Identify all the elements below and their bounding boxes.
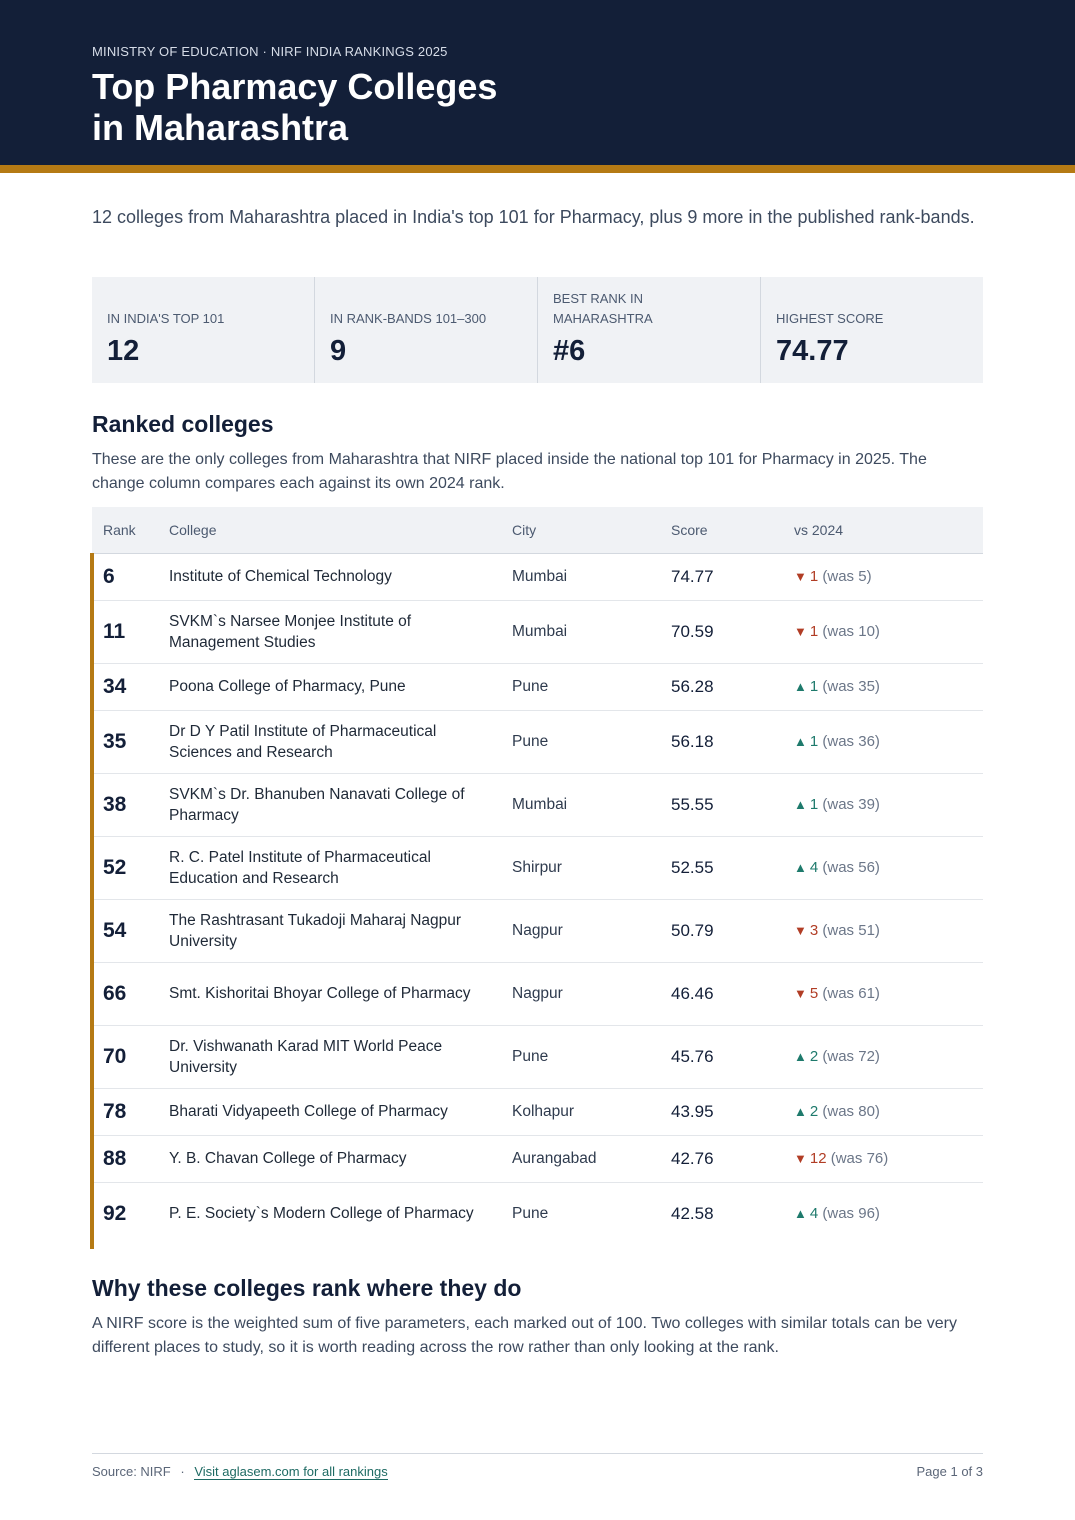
city-cell: Mumbai bbox=[512, 567, 568, 585]
rank-cell: 54 bbox=[103, 918, 127, 942]
previous-rank: (was 76) bbox=[830, 1149, 889, 1167]
change-indicator bbox=[794, 1205, 880, 1222]
table-row bbox=[92, 710, 983, 773]
score-cell: 55.55 bbox=[671, 794, 714, 814]
footer-source: Source: NIRF bbox=[92, 1464, 171, 1479]
change-cell bbox=[783, 663, 983, 710]
down-arrow-icon: ▼ bbox=[794, 922, 807, 938]
ranked-heading: Ranked colleges bbox=[92, 411, 274, 437]
change-cell bbox=[783, 899, 983, 962]
rank-cell: 70 bbox=[103, 1044, 127, 1068]
change-amount: 1 bbox=[809, 622, 819, 640]
change-cell bbox=[783, 710, 983, 773]
rank-cell: 88 bbox=[103, 1146, 127, 1170]
previous-rank: (was 51) bbox=[822, 921, 880, 939]
rank-cell: 92 bbox=[103, 1201, 127, 1225]
table-header-row bbox=[92, 507, 983, 553]
change-cell bbox=[783, 1135, 983, 1182]
stat-label: BEST RANK IN MAHARASHTRA bbox=[553, 291, 653, 326]
table-row bbox=[92, 1135, 983, 1182]
ranked-description: These are the only colleges from Maharashtra that NIRF placed inside the national top 101 for Pharmacy in 2025. The change column compares each against its own 2024 rank. bbox=[92, 451, 927, 492]
up-arrow-icon: ▲ bbox=[794, 1048, 807, 1064]
change-indicator bbox=[794, 1150, 888, 1167]
college-cell: Y. B. Chavan College of Pharmacy bbox=[169, 1150, 407, 1167]
city-cell: Mumbai bbox=[512, 795, 568, 813]
table-row bbox=[92, 600, 983, 663]
score-cell: 56.18 bbox=[671, 731, 714, 751]
stats-row bbox=[92, 277, 983, 383]
change-cell bbox=[783, 1088, 983, 1135]
why-heading: Why these colleges rank where they do bbox=[92, 1275, 522, 1301]
college-cell: Dr. Vishwanath Karad MIT World Peace University bbox=[169, 1037, 443, 1076]
change-amount: 12 bbox=[809, 1149, 827, 1167]
college-cell: The Rashtrasant Tukadoji Maharaj Nagpur University bbox=[169, 911, 462, 950]
change-indicator bbox=[794, 922, 880, 939]
stat-label: IN INDIA'S TOP 101 bbox=[107, 311, 225, 326]
change-indicator bbox=[794, 733, 880, 750]
college-cell: SVKM`s Narsee Monjee Institute of Management Studies bbox=[169, 612, 412, 651]
rank-cell: 6 bbox=[103, 564, 115, 588]
change-indicator bbox=[794, 678, 880, 695]
previous-rank: (was 35) bbox=[822, 677, 880, 695]
stat-value: 9 bbox=[330, 335, 347, 367]
score-cell: 42.76 bbox=[671, 1148, 714, 1168]
table-row bbox=[92, 899, 983, 962]
college-cell: Dr D Y Patil Institute of Pharmaceutical Sciences and Research bbox=[169, 722, 437, 761]
stat-value: #6 bbox=[553, 335, 586, 367]
rank-cell: 38 bbox=[103, 792, 127, 816]
col-header-college: College bbox=[158, 507, 501, 553]
header-eyebrow: MINISTRY OF EDUCATION · NIRF INDIA RANKINGS 2025 bbox=[92, 44, 448, 59]
up-arrow-icon: ▲ bbox=[794, 733, 807, 749]
change-cell bbox=[783, 836, 983, 899]
city-cell: Pune bbox=[512, 677, 549, 695]
city-cell: Pune bbox=[512, 1047, 549, 1065]
col-header-change: vs 2024 bbox=[783, 507, 983, 553]
change-amount: 4 bbox=[809, 858, 819, 876]
ranked-table-wrap bbox=[92, 507, 983, 1245]
city-cell: Aurangabad bbox=[512, 1149, 597, 1167]
down-arrow-icon: ▼ bbox=[794, 1150, 807, 1166]
stat-highest-score bbox=[761, 277, 983, 383]
rank-cell: 35 bbox=[103, 729, 127, 753]
change-amount: 1 bbox=[809, 732, 819, 750]
col-header-score: Score bbox=[660, 507, 783, 553]
table-body bbox=[92, 553, 983, 1245]
score-cell: 56.28 bbox=[671, 676, 714, 696]
change-cell bbox=[783, 1025, 983, 1088]
change-amount: 1 bbox=[809, 677, 819, 695]
previous-rank: (was 80) bbox=[822, 1102, 880, 1120]
score-cell: 45.76 bbox=[671, 1046, 714, 1066]
college-cell: Smt. Kishoritai Bhoyar College of Pharmacy bbox=[169, 985, 471, 1002]
city-cell: Kolhapur bbox=[512, 1102, 575, 1120]
stat-label: IN RANK-BANDS 101–300 bbox=[330, 311, 487, 326]
change-indicator bbox=[794, 568, 872, 585]
college-cell: R. C. Patel Institute of Pharmaceutical Education and Research bbox=[169, 848, 431, 887]
college-cell: Poona College of Pharmacy, Pune bbox=[169, 678, 406, 695]
stat-rank-bands bbox=[315, 277, 538, 383]
city-cell: Pune bbox=[512, 1204, 549, 1222]
stat-best-rank bbox=[538, 277, 761, 383]
table-row bbox=[92, 1182, 983, 1245]
rank-cell: 78 bbox=[103, 1099, 127, 1123]
up-arrow-icon: ▲ bbox=[794, 678, 807, 694]
college-cell: Bharati Vidyapeeth College of Pharmacy bbox=[169, 1103, 448, 1120]
score-cell: 52.55 bbox=[671, 857, 714, 877]
page-title bbox=[92, 66, 652, 148]
table-row bbox=[92, 836, 983, 899]
change-amount: 1 bbox=[809, 567, 819, 585]
table-row bbox=[92, 663, 983, 710]
table-row bbox=[92, 1025, 983, 1088]
change-amount: 2 bbox=[809, 1102, 819, 1120]
score-cell: 42.58 bbox=[671, 1203, 714, 1223]
change-indicator bbox=[794, 859, 880, 876]
change-amount: 5 bbox=[809, 984, 819, 1002]
col-header-city: City bbox=[501, 507, 660, 553]
table-row bbox=[92, 1088, 983, 1135]
change-cell bbox=[783, 600, 983, 663]
rank-cell: 34 bbox=[103, 674, 127, 698]
table-row bbox=[92, 773, 983, 836]
why-body: A NIRF score is the weighted sum of five parameters, each marked out of 100. Two colleges with similar totals can be very different places to study, so it is worth reading across the row rather than only looking at the rank. bbox=[92, 1315, 957, 1356]
col-header-rank: Rank bbox=[92, 507, 158, 553]
city-cell: Pune bbox=[512, 732, 549, 750]
score-cell: 43.95 bbox=[671, 1101, 714, 1121]
score-cell: 74.77 bbox=[671, 566, 714, 586]
down-arrow-icon: ▼ bbox=[794, 985, 807, 1001]
table-row bbox=[92, 962, 983, 1025]
change-indicator bbox=[794, 623, 880, 640]
previous-rank: (was 96) bbox=[822, 1204, 880, 1222]
rank-cell: 66 bbox=[103, 981, 127, 1005]
stat-top-101 bbox=[92, 277, 315, 383]
up-arrow-icon: ▲ bbox=[794, 796, 807, 812]
city-cell: Nagpur bbox=[512, 984, 563, 1002]
stat-value: 12 bbox=[107, 335, 140, 367]
stat-label: HIGHEST SCORE bbox=[776, 311, 884, 326]
college-cell: P. E. Society`s Modern College of Pharmacy bbox=[169, 1205, 474, 1223]
score-cell: 50.79 bbox=[671, 920, 714, 940]
score-cell: 46.46 bbox=[671, 983, 714, 1003]
college-cell: Institute of Chemical Technology bbox=[169, 568, 392, 585]
city-cell: Shirpur bbox=[512, 858, 562, 876]
score-cell: 70.59 bbox=[671, 621, 714, 641]
intro-text: 12 colleges from Maharashtra placed in India's top 101 for Pharmacy, plus 9 more in the published rank-bands. bbox=[92, 207, 975, 227]
change-amount: 2 bbox=[809, 1047, 819, 1065]
change-amount: 3 bbox=[809, 921, 819, 939]
change-indicator bbox=[794, 1048, 880, 1065]
change-indicator bbox=[794, 1103, 880, 1120]
change-cell bbox=[783, 1182, 983, 1245]
page-footer bbox=[92, 1453, 983, 1479]
college-cell: SVKM`s Dr. Bhanuben Nanavati College of Pharmacy bbox=[169, 785, 465, 824]
page-number: Page 1 of 3 bbox=[916, 1464, 983, 1479]
previous-rank: (was 72) bbox=[822, 1047, 880, 1065]
rank-cell: 11 bbox=[103, 619, 126, 643]
change-cell bbox=[783, 553, 983, 600]
previous-rank: (was 36) bbox=[822, 732, 880, 750]
title-line-1: Top Pharmacy Colleges bbox=[92, 66, 498, 107]
aglasem-link[interactable]: Visit aglasem.com for all rankings bbox=[194, 1464, 388, 1479]
previous-rank: (was 61) bbox=[822, 984, 880, 1002]
page-header bbox=[0, 0, 1075, 173]
title-line-2: in Maharashtra bbox=[92, 107, 349, 148]
rank-cell: 52 bbox=[103, 855, 127, 879]
change-cell bbox=[783, 773, 983, 836]
change-amount: 1 bbox=[809, 795, 819, 813]
down-arrow-icon: ▼ bbox=[794, 623, 807, 639]
up-arrow-icon: ▲ bbox=[794, 1205, 807, 1221]
up-arrow-icon: ▲ bbox=[794, 859, 807, 875]
city-cell: Nagpur bbox=[512, 921, 563, 939]
footer-separator: · bbox=[180, 1464, 185, 1479]
city-cell: Mumbai bbox=[512, 622, 568, 640]
change-amount: 4 bbox=[809, 1204, 819, 1222]
up-arrow-icon: ▲ bbox=[794, 1103, 807, 1119]
previous-rank: (was 5) bbox=[822, 567, 872, 585]
previous-rank: (was 10) bbox=[822, 622, 880, 640]
stat-value: 74.77 bbox=[776, 335, 849, 367]
table-row bbox=[92, 553, 983, 600]
previous-rank: (was 39) bbox=[822, 795, 880, 813]
down-arrow-icon: ▼ bbox=[794, 568, 807, 584]
change-indicator bbox=[794, 985, 880, 1002]
previous-rank: (was 56) bbox=[822, 858, 880, 876]
change-cell bbox=[783, 962, 983, 1025]
accent-bar bbox=[90, 553, 94, 1249]
change-indicator bbox=[794, 796, 880, 813]
ranked-table bbox=[92, 507, 983, 1245]
